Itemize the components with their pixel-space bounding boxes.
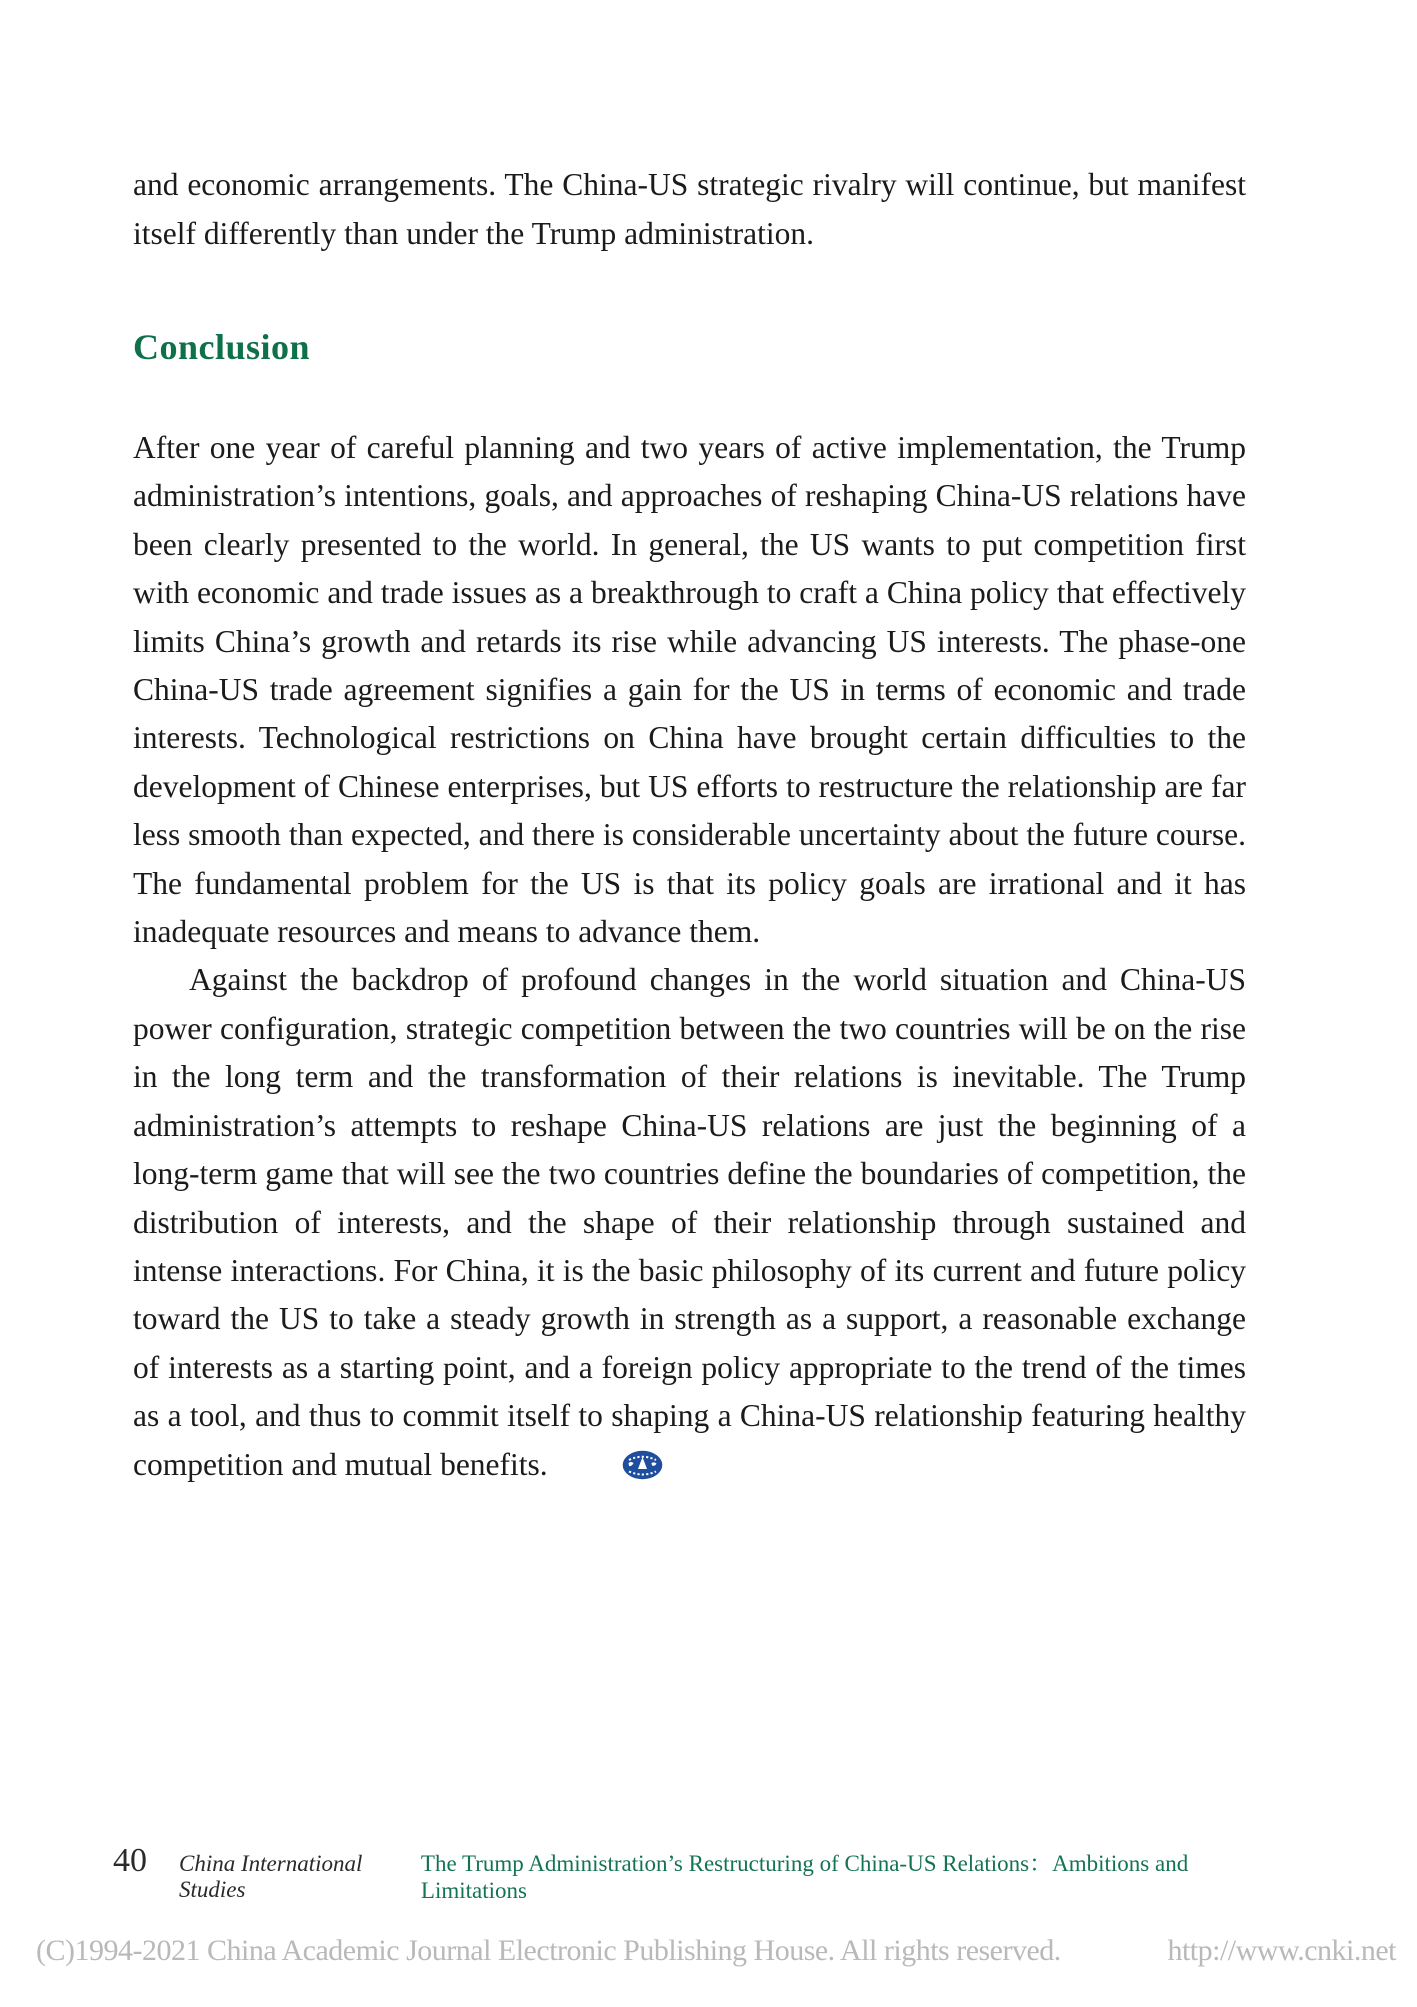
cnki-watermark xyxy=(36,1934,1396,1968)
running-title: The Trump Administration’s Restructuring of China-US Relations：Ambitions and Limitations xyxy=(420,1851,1189,1903)
conclusion-paragraph-2 xyxy=(133,956,1246,1488)
page-footer xyxy=(113,1842,1253,1904)
cnki-url: http://www.cnki.net xyxy=(1167,1934,1396,1967)
conclusion-body xyxy=(133,424,1246,1489)
journal-name: China International Studies xyxy=(179,1851,363,1902)
conclusion-paragraph-1-text: After one year of careful planning and two years of active implementation, the Trump administration’s intentions, goals, and approaches of reshaping China-US relations have been clearly presented to the world. In general, the US wants to put competition first with economic and trade issues as a breakthrough to craft a China policy that effectively limits China’s growth and retards its rise while advancing US interests. The phase-one China-US trade agreement signifies a gain for the US in terms of economic and trade interests. Technological restrictions on China have brought certain difficulties to the development of Chinese enterprises, but US efforts to restructure the relationship are far less smooth than expected, and there is considerable uncertainty about the future course. The fundamental problem for the US is that its policy goals are irrational and it has inadequate resources and means to advance them. xyxy=(133,430,1246,950)
page-number: 40 xyxy=(113,1842,147,1879)
conclusion-paragraph-2-text: Against the backdrop of profound changes in the world situation and China-US power configuration, strategic competition between the two countries will be on the rise in the long term and the transformation of their relations is inevitable. The Trump administration’s attempts to reshape China-US relations are just the beginning of a long-term game that will see the two countries define the boundaries of competition, the distribution of interests, and the shape of their relationship through sustained and intense interactions. For China, it is the basic philosophy of its current and future policy toward the US to take a steady growth in strength as a support, a reasonable exchange of interests as a starting point, and a foreign policy appropriate to the trend of the times as a tool, and thus to commit itself to shaping a China-US relationship featuring healthy competition and mutual benefits. xyxy=(133,962,1246,1482)
end-of-article-globe-icon xyxy=(566,1450,663,1480)
conclusion-paragraph-1 xyxy=(133,424,1246,956)
intro-continuation-paragraph: and economic arrangements. The China-US strategic rivalry will continue, but manifest itself differently than under the Trump administration. xyxy=(133,166,1246,251)
copyright-text: (C)1994-2021 China Academic Journal Electronic Publishing House. All rights reserved. xyxy=(36,1934,1061,1967)
section-heading-conclusion: Conclusion xyxy=(133,327,311,367)
